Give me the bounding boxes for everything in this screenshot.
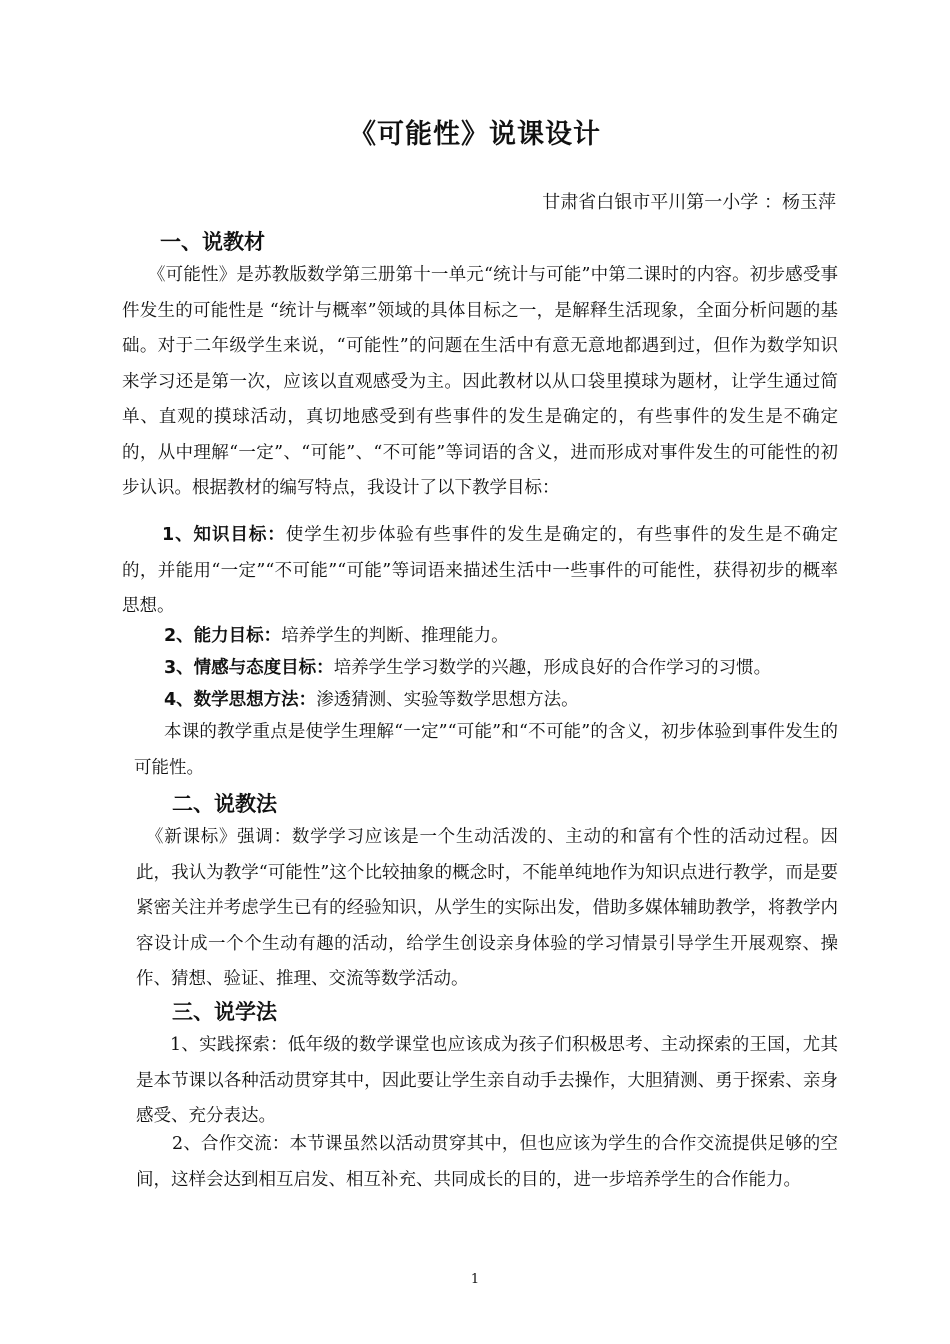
paragraph-teaching-method: 《新课标》强调：数学学习应该是一个生动活泼的、主动的和富有个性的活动过程。因此，我认为教学“可能性”这个比较抽象的概念时，不能单纯地作为知识点进行教学，而是要紧密关注并考虑学生已有的经验知识，从学生的实际出发，借助多媒体辅助教学，将教学内容设计成一个个生动有趣的活动，给学生创设亲身体验的学习情景引导学生开展观察、操作、猜想、验证、推理、交流等数学活动。 — [136, 827, 838, 989]
goal-text: 培养学生的判断、推理能力。 — [281, 626, 509, 646]
section-heading-learning-method: 三、说学法 — [172, 1000, 277, 1024]
goal-text: 渗透猜测、实验等数学思想方法。 — [316, 690, 579, 710]
goal-ability — [164, 619, 844, 655]
goal-label: 3、情感与态度目标： — [164, 658, 334, 678]
author-line: 甘肃省白银市平川第一小学 ：杨玉萍 — [542, 192, 836, 213]
paragraph-material-intro: 《可能性》是苏教版数学第三册第十一单元“统计与可能”中第二课时的内容。初步感受事件发生的可能性是 “统计与概率”领域的具体目标之一，是解释生活现象，全面分析问题的基础。对于二年级学生来说，“可能性”的问题在生活中有意无意地都遇到过，但作为数学知识来学习还是第一次，应该以直观感受为主。因此教材以从口袋里摸球为题材，让学生通过简单、直观的摸球活动，真切地感受到有些事件的发生是确定的，有些事件的发生是不确定的，从中理解“一定”、“可能”、“不可能”等词语的含义，进而形成对事件发生的可能性的初步认识。根据教材的编写特点，我设计了以下教学目标： — [122, 265, 838, 498]
page-number: 1 — [470, 1272, 480, 1287]
paragraph-teaching-focus: 本课的教学重点是使学生理解“一定”“可能”和“不可能”的含义，初步体验到事件发生的可能性。 — [134, 722, 838, 778]
goal-label: 2、能力目标： — [164, 626, 282, 646]
paragraph-practice-explore: 1、实践探索：低年级的数学课堂也应该成为孩子们积极思考、主动探索的王国，尤其是本节课以各种活动贯穿其中，因此要让学生亲自动手去操作，大胆猜测、勇于探索、亲身感受、充分表达。 — [136, 1035, 838, 1126]
page-title: 《可能性》说课设计 — [349, 119, 601, 150]
goal-emotion-attitude — [164, 651, 844, 687]
goal-text: 使学生初步体验有些事件的发生是确定的，有些事件的发生是不确定的，并能用“一定”“不可能”“可能”等词语来描述生活中一些事件的可能性，获得初步的概率思想。 — [122, 525, 839, 616]
paragraph-cooperation: 2、合作交流：本节课虽然以活动贯穿其中，但也应该为学生的合作交流提供足够的空间，这样会达到相互启发、相互补充、共同成长的目的，进一步培养学生的合作能力。 — [136, 1134, 838, 1190]
goal-math-thinking — [164, 683, 844, 719]
goal-knowledge — [122, 518, 838, 625]
section-heading-teaching-method: 二、说教法 — [172, 792, 277, 816]
section-heading-teaching-material: 一、说教材 — [160, 230, 265, 254]
goal-label: 1、知识目标： — [162, 525, 286, 545]
goal-text: 培养学生学习数学的兴趣，形成良好的合作学习的习惯。 — [333, 658, 772, 678]
goal-label: 4、数学思想方法： — [164, 690, 317, 710]
